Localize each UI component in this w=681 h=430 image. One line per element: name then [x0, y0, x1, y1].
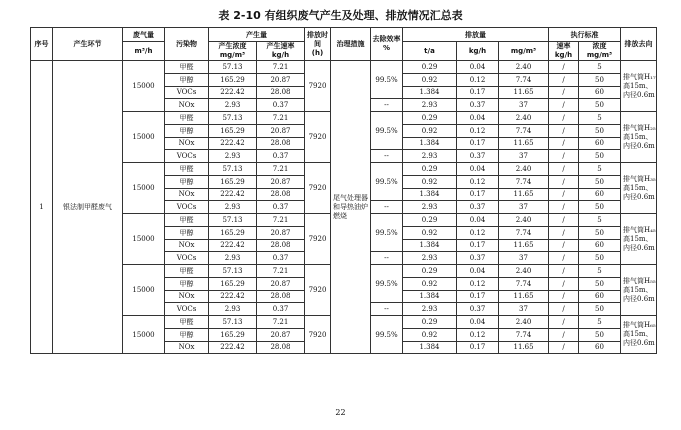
gen-conc-cell: 57.13 — [209, 61, 257, 74]
pollutant-cell: VOCs — [165, 252, 209, 265]
pollutant-cell: NOx — [165, 341, 209, 354]
std-conc-cell: 60 — [579, 341, 621, 354]
em-mgm3-cell: 11.65 — [499, 341, 549, 354]
em-ta-cell: 2.93 — [403, 303, 457, 316]
pollutant-cell: 甲醛 — [165, 112, 209, 125]
em-kgh-cell: 0.04 — [457, 112, 499, 125]
pollutant-cell: VOCs — [165, 201, 209, 214]
pollutant-cell: 甲醇 — [165, 226, 209, 239]
gas-volume-cell: 15000 — [123, 316, 165, 354]
em-ta-cell: 1.384 — [403, 137, 457, 150]
gen-conc-cell: 222.42 — [209, 341, 257, 354]
em-ta-cell: 0.29 — [403, 112, 457, 125]
efficiency-cell: -- — [371, 99, 403, 112]
header-generation: 产生量 — [209, 28, 305, 42]
std-conc-cell: 5 — [579, 265, 621, 278]
pollutant-cell: 甲醇 — [165, 277, 209, 290]
em-ta-cell: 0.29 — [403, 316, 457, 329]
em-mgm3-cell: 37 — [499, 252, 549, 265]
em-kgh-cell: 0.37 — [457, 252, 499, 265]
em-kgh-cell: 0.17 — [457, 137, 499, 150]
std-rate-cell: / — [549, 61, 579, 74]
em-kgh-cell: 0.12 — [457, 226, 499, 239]
gen-rate-cell: 0.37 — [257, 252, 305, 265]
pollutant-cell: 甲醛 — [165, 61, 209, 74]
pollutant-cell: 甲醇 — [165, 124, 209, 137]
emissions-table — [30, 27, 657, 354]
em-mgm3-cell: 11.65 — [499, 188, 549, 201]
gen-rate-cell: 0.37 — [257, 201, 305, 214]
header-seq: 序号 — [31, 28, 53, 61]
std-conc-cell: 50 — [579, 226, 621, 239]
pollutant-cell: 甲醛 — [165, 265, 209, 278]
header-time-label: 排放时间 — [307, 30, 328, 48]
pollutant-cell: 甲醇 — [165, 175, 209, 188]
gen-rate-cell: 0.37 — [257, 303, 305, 316]
std-rate-cell: / — [549, 214, 579, 227]
em-kgh-cell: 0.12 — [457, 73, 499, 86]
gen-conc-cell: 222.42 — [209, 188, 257, 201]
header-gas-volume: 废气量 — [123, 28, 165, 42]
std-conc-cell: 5 — [579, 163, 621, 176]
pollutant-cell: VOCs — [165, 303, 209, 316]
gen-rate-cell: 7.21 — [257, 316, 305, 329]
header-gen-conc — [209, 42, 257, 61]
header-em-ta: t/a — [403, 42, 457, 61]
gen-conc-cell: 2.93 — [209, 99, 257, 112]
em-kgh-cell: 0.12 — [457, 175, 499, 188]
gen-rate-cell: 7.21 — [257, 214, 305, 227]
em-kgh-cell: 0.04 — [457, 163, 499, 176]
std-conc-cell: 5 — [579, 61, 621, 74]
em-kgh-cell: 0.17 — [457, 290, 499, 303]
std-conc-cell: 50 — [579, 99, 621, 112]
gen-rate-cell: 20.87 — [257, 277, 305, 290]
pollutant-cell: NOx — [165, 290, 209, 303]
gas-volume-cell: 15000 — [123, 61, 165, 112]
std-conc-cell: 50 — [579, 150, 621, 163]
pollutant-cell: NOx — [165, 137, 209, 150]
em-mgm3-cell: 7.74 — [499, 226, 549, 239]
em-kgh-cell: 0.37 — [457, 303, 499, 316]
std-rate-cell: / — [549, 303, 579, 316]
table-title: 表 2-10 有组织废气产生及处理、排放情况汇总表 — [218, 9, 463, 22]
gen-conc-cell: 2.93 — [209, 303, 257, 316]
header-std-rate-unit: kg/h — [554, 51, 573, 59]
em-kgh-cell: 0.37 — [457, 150, 499, 163]
em-mgm3-cell: 2.40 — [499, 61, 549, 74]
em-ta-cell: 0.29 — [403, 61, 457, 74]
gen-conc-cell: 57.13 — [209, 163, 257, 176]
gen-conc-cell: 57.13 — [209, 265, 257, 278]
destination-cell: 排气筒H₆₅ 高15m、内径0.6m — [621, 316, 657, 354]
header-gen-conc-unit: mg/m³ — [219, 51, 246, 59]
std-rate-cell: / — [549, 112, 579, 125]
gen-conc-cell: 57.13 — [209, 112, 257, 125]
std-conc-cell: 60 — [579, 239, 621, 252]
em-ta-cell: 2.93 — [403, 99, 457, 112]
header-treatment: 治理措施 — [331, 28, 371, 61]
std-conc-cell: 5 — [579, 214, 621, 227]
header-std-conc — [579, 42, 621, 61]
gen-rate-cell: 20.87 — [257, 124, 305, 137]
gen-rate-cell: 20.87 — [257, 73, 305, 86]
std-rate-cell: / — [549, 86, 579, 99]
header-pollutant: 污染物 — [165, 28, 209, 61]
header-gen-conc-label: 产生浓度 — [218, 42, 247, 50]
gen-conc-cell: 165.29 — [209, 328, 257, 341]
std-conc-cell: 50 — [579, 252, 621, 265]
em-kgh-cell: 0.37 — [457, 201, 499, 214]
header-em-mgm3: mg/m³ — [499, 42, 549, 61]
header-std-conc-label: 浓度 — [592, 42, 607, 50]
efficiency-cell: 99.5% — [371, 112, 403, 150]
std-conc-cell: 50 — [579, 201, 621, 214]
em-mgm3-cell: 7.74 — [499, 277, 549, 290]
std-rate-cell: / — [549, 341, 579, 354]
std-rate-cell: / — [549, 137, 579, 150]
em-mgm3-cell: 37 — [499, 201, 549, 214]
std-rate-cell: / — [549, 239, 579, 252]
std-conc-cell: 60 — [579, 188, 621, 201]
gas-volume-cell: 15000 — [123, 112, 165, 163]
table-body — [31, 61, 657, 354]
time-cell: 7920 — [305, 265, 331, 316]
gen-rate-cell: 28.08 — [257, 86, 305, 99]
time-cell: 7920 — [305, 163, 331, 214]
header-gen-rate-label: 产生速率 — [266, 42, 295, 50]
gen-rate-cell: 28.08 — [257, 290, 305, 303]
header-gen-rate — [257, 42, 305, 61]
header-em-kgh: kg/h — [457, 42, 499, 61]
gen-conc-cell: 57.13 — [209, 214, 257, 227]
em-kgh-cell: 0.17 — [457, 341, 499, 354]
header-destination: 排放去向 — [621, 28, 657, 61]
destination-cell: 排气筒H₅₅ 高15m、内径0.6m — [621, 265, 657, 316]
destination-cell: 排气筒H₄₅ 高15m、内径0.6m — [621, 214, 657, 265]
em-ta-cell: 1.384 — [403, 341, 457, 354]
std-conc-cell: 5 — [579, 316, 621, 329]
em-kgh-cell: 0.04 — [457, 61, 499, 74]
efficiency-cell: -- — [371, 303, 403, 316]
std-rate-cell: / — [549, 252, 579, 265]
efficiency-cell: 99.5% — [371, 214, 403, 252]
std-conc-cell: 50 — [579, 303, 621, 316]
pollutant-cell: 甲醛 — [165, 316, 209, 329]
gas-volume-cell: 15000 — [123, 265, 165, 316]
std-rate-cell: / — [549, 328, 579, 341]
page-number: 22 — [335, 408, 346, 417]
em-mgm3-cell: 11.65 — [499, 137, 549, 150]
gen-conc-cell: 165.29 — [209, 124, 257, 137]
em-kgh-cell: 0.04 — [457, 214, 499, 227]
std-conc-cell: 50 — [579, 175, 621, 188]
em-ta-cell: 0.92 — [403, 73, 457, 86]
em-ta-cell: 0.92 — [403, 277, 457, 290]
header-standard: 执行标准 — [549, 28, 621, 42]
em-ta-cell: 0.92 — [403, 124, 457, 137]
em-ta-cell: 1.384 — [403, 188, 457, 201]
seq-cell: 1 — [31, 61, 53, 354]
gen-rate-cell: 28.08 — [257, 341, 305, 354]
std-rate-cell: / — [549, 226, 579, 239]
gen-conc-cell: 222.42 — [209, 239, 257, 252]
em-mgm3-cell: 37 — [499, 303, 549, 316]
gen-rate-cell: 7.21 — [257, 61, 305, 74]
treatment-cell: 尾气处理器和导热油炉燃烧 — [331, 61, 371, 354]
gen-conc-cell: 2.93 — [209, 150, 257, 163]
header-efficiency-label: 去除效率 — [372, 35, 401, 43]
pollutant-cell: 甲醇 — [165, 73, 209, 86]
em-kgh-cell: 0.12 — [457, 124, 499, 137]
em-mgm3-cell: 37 — [499, 150, 549, 163]
header-time-unit: (h) — [311, 48, 324, 57]
std-rate-cell: / — [549, 316, 579, 329]
em-kgh-cell: 0.12 — [457, 277, 499, 290]
gen-rate-cell: 7.21 — [257, 163, 305, 176]
gen-conc-cell: 2.93 — [209, 252, 257, 265]
gen-rate-cell: 20.87 — [257, 226, 305, 239]
header-gen-rate-unit: kg/h — [271, 51, 290, 59]
em-kgh-cell: 0.04 — [457, 265, 499, 278]
em-mgm3-cell: 2.40 — [499, 112, 549, 125]
destination-cell: 排气筒H₂₅ 高15m、内径0.6m — [621, 112, 657, 163]
gas-volume-cell: 15000 — [123, 214, 165, 265]
pollutant-cell: VOCs — [165, 86, 209, 99]
pollutant-cell: NOx — [165, 239, 209, 252]
pollutant-cell: 甲醛 — [165, 163, 209, 176]
em-mgm3-cell: 2.40 — [499, 214, 549, 227]
gen-rate-cell: 20.87 — [257, 175, 305, 188]
header-emission: 排放量 — [403, 28, 549, 42]
em-mgm3-cell: 11.65 — [499, 239, 549, 252]
std-rate-cell: / — [549, 163, 579, 176]
em-mgm3-cell: 11.65 — [499, 290, 549, 303]
efficiency-cell: -- — [371, 252, 403, 265]
em-mgm3-cell: 7.74 — [499, 175, 549, 188]
header-std-rate — [549, 42, 579, 61]
time-cell: 7920 — [305, 61, 331, 112]
std-conc-cell: 60 — [579, 290, 621, 303]
em-ta-cell: 0.92 — [403, 175, 457, 188]
header-std-rate-label: 速率 — [556, 42, 571, 50]
em-kgh-cell: 0.04 — [457, 316, 499, 329]
header-std-conc-unit: mg/m³ — [586, 51, 613, 59]
time-cell: 7920 — [305, 316, 331, 354]
std-conc-cell: 50 — [579, 277, 621, 290]
efficiency-cell: -- — [371, 150, 403, 163]
gen-conc-cell: 222.42 — [209, 86, 257, 99]
gen-conc-cell: 222.42 — [209, 137, 257, 150]
std-rate-cell: / — [549, 124, 579, 137]
std-conc-cell: 60 — [579, 86, 621, 99]
gen-rate-cell: 28.08 — [257, 137, 305, 150]
em-ta-cell: 2.93 — [403, 252, 457, 265]
gen-rate-cell: 0.37 — [257, 150, 305, 163]
em-mgm3-cell: 7.74 — [499, 73, 549, 86]
std-rate-cell: / — [549, 99, 579, 112]
em-ta-cell: 0.29 — [403, 214, 457, 227]
std-rate-cell: / — [549, 265, 579, 278]
em-kgh-cell: 0.37 — [457, 99, 499, 112]
em-ta-cell: 2.93 — [403, 201, 457, 214]
em-ta-cell: 1.384 — [403, 290, 457, 303]
header-time — [305, 28, 331, 61]
efficiency-cell: 99.5% — [371, 265, 403, 303]
header-stage: 产生环节 — [53, 28, 123, 61]
gen-conc-cell: 57.13 — [209, 316, 257, 329]
em-ta-cell: 0.92 — [403, 328, 457, 341]
pollutant-cell: 甲醇 — [165, 328, 209, 341]
destination-cell: 排气筒H₁₇ 高15m、内径0.6m — [621, 61, 657, 112]
stage-cell: 银法制甲醛废气 — [53, 61, 123, 354]
header-gas-volume-unit: m³/h — [123, 42, 165, 61]
gen-conc-cell: 222.42 — [209, 290, 257, 303]
gen-conc-cell: 165.29 — [209, 277, 257, 290]
time-cell: 7920 — [305, 112, 331, 163]
gen-rate-cell: 7.21 — [257, 265, 305, 278]
pollutant-cell: NOx — [165, 99, 209, 112]
std-rate-cell: / — [549, 201, 579, 214]
em-ta-cell: 0.92 — [403, 226, 457, 239]
std-rate-cell: / — [549, 188, 579, 201]
em-kgh-cell: 0.17 — [457, 188, 499, 201]
std-rate-cell: / — [549, 290, 579, 303]
destination-cell: 排气筒H₃₅ 高15m、内径0.6m — [621, 163, 657, 214]
gen-rate-cell: 28.08 — [257, 239, 305, 252]
efficiency-cell: 99.5% — [371, 61, 403, 99]
gen-rate-cell: 20.87 — [257, 328, 305, 341]
header-efficiency-unit: % — [382, 44, 390, 52]
std-rate-cell: / — [549, 150, 579, 163]
em-ta-cell: 2.93 — [403, 150, 457, 163]
efficiency-cell: 99.5% — [371, 163, 403, 201]
em-kgh-cell: 0.17 — [457, 86, 499, 99]
pollutant-cell: NOx — [165, 188, 209, 201]
em-ta-cell: 1.384 — [403, 239, 457, 252]
em-mgm3-cell: 7.74 — [499, 328, 549, 341]
em-kgh-cell: 0.17 — [457, 239, 499, 252]
pollutant-cell: 甲醛 — [165, 214, 209, 227]
em-mgm3-cell: 2.40 — [499, 265, 549, 278]
efficiency-cell: 99.5% — [371, 316, 403, 354]
em-mgm3-cell: 11.65 — [499, 86, 549, 99]
std-rate-cell: / — [549, 277, 579, 290]
em-ta-cell: 1.384 — [403, 86, 457, 99]
gen-conc-cell: 165.29 — [209, 226, 257, 239]
em-mgm3-cell: 2.40 — [499, 316, 549, 329]
time-cell: 7920 — [305, 214, 331, 265]
efficiency-cell: -- — [371, 201, 403, 214]
table-row — [31, 61, 657, 74]
std-conc-cell: 50 — [579, 124, 621, 137]
gen-rate-cell: 7.21 — [257, 112, 305, 125]
std-conc-cell: 60 — [579, 137, 621, 150]
pollutant-cell: VOCs — [165, 150, 209, 163]
std-conc-cell: 50 — [579, 73, 621, 86]
gen-conc-cell: 165.29 — [209, 73, 257, 86]
std-conc-cell: 50 — [579, 328, 621, 341]
header-efficiency — [371, 28, 403, 61]
em-mgm3-cell: 2.40 — [499, 163, 549, 176]
em-mgm3-cell: 7.74 — [499, 124, 549, 137]
em-mgm3-cell: 37 — [499, 99, 549, 112]
gen-rate-cell: 28.08 — [257, 188, 305, 201]
em-kgh-cell: 0.12 — [457, 328, 499, 341]
gen-conc-cell: 2.93 — [209, 201, 257, 214]
gen-conc-cell: 165.29 — [209, 175, 257, 188]
em-ta-cell: 0.29 — [403, 163, 457, 176]
em-ta-cell: 0.29 — [403, 265, 457, 278]
std-conc-cell: 5 — [579, 112, 621, 125]
std-rate-cell: / — [549, 73, 579, 86]
gas-volume-cell: 15000 — [123, 163, 165, 214]
gen-rate-cell: 0.37 — [257, 99, 305, 112]
std-rate-cell: / — [549, 175, 579, 188]
